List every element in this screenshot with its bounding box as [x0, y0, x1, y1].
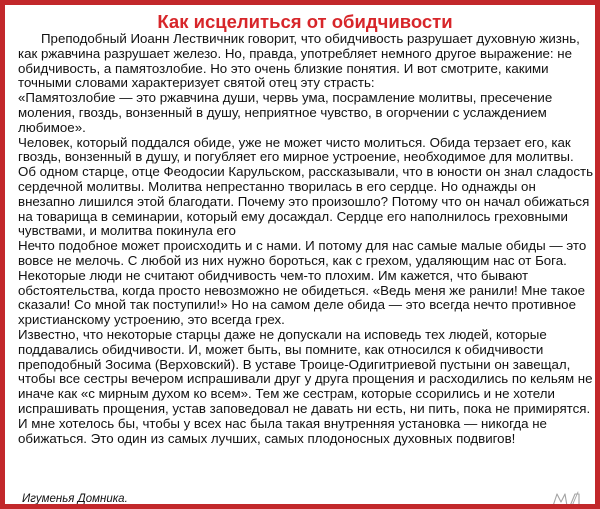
paragraph-small-offenses: Нечто подобное может происходить и с нами. И потому для нас самые малые обиды — это вовсе не мелочь. С любой из них нужно бороться, как с грехом, удаляющим нас от Бога. [18, 238, 587, 268]
monogram-logo [551, 491, 589, 507]
paragraph-elders-confession: Известно, что некоторые старцы даже не допускали на исповедь тех людей, которые поддавались обидчивости. И, может быть, вы помните, как относился к обидчивости преподобный Зосима (Верховский). В уставе Троице-Одигитриевой пустыни он завещал, чтобы все сестры вечером испрашивали друг у друга прощения и расходились по кельям не иначе как «с мирным духом ко всем». Тем же сестрам, которые ссорились и не хотели испрашивать прощения, устав заповедовал не давать ни есть, ни пить, пока не примирятся. [18, 326, 593, 416]
article-body [18, 32, 594, 446]
paragraph-some-people: Некоторые люди не считают обидчивость чем-то плохим. Им кажется, что бывают обстоятельства, когда просто невозможно не обидеться. «Ведь меня же ранили! Мне такое сказали! Со мной так поступили!» Но на самом деле обида — это всегда нечто противное христианскому устроению, это всегда грех. [18, 267, 585, 328]
page-title: Как исцелиться от обидчивости [157, 11, 453, 32]
paragraph-prayer: Человек, который поддался обиде, уже не может чисто молиться. Обида терзает его, как гвоздь, вонзенный в душу, и погубляет его мирное устроение, необходимое для молитвы. [18, 134, 574, 165]
paragraph-quote: «Памятозлобие — это ржавчина души, червь ума, посрамление молитвы, пресечение моления, гвоздь, вонзенный в душу, неприятное чувство, в огорчении с услаждением любимое». [18, 90, 553, 135]
paragraph-conclusion: И мне хотелось бы, чтобы у всех нас была такая внутренняя установка — никогда не обижаться. Это один из самых лучших, самых плодоносных духовных подвигов! [18, 415, 547, 446]
author-signature: Игуменья Домника. [22, 493, 128, 505]
paragraph-elder-story: Об одном старце, отце Феодосии Карульском, рассказывали, что в юности он знал сладость сердечной молитвы. Молитва непрестанно творилась в его сердце. Но однажды он внезапно лишился этой благодати. Почему это произошло? Потому что он начал обижаться на товарища в семинарии, который ему досаждал. Сердце его наполнилось греховными чувствами, и молитва покинула его [18, 164, 594, 239]
paragraph-intro: Преподобный Иоанн Лествичник говорит, что обидчивость разрушает духовную жизнь, как ржавчина разрушает железо. Но, правда, употребляет немного другое выражение: не обидчивость, а памятозлобие. Но это очень близкие понятия. И вот смотрите, какими точными словами характеризует святой отец эту страсть: [18, 31, 580, 91]
